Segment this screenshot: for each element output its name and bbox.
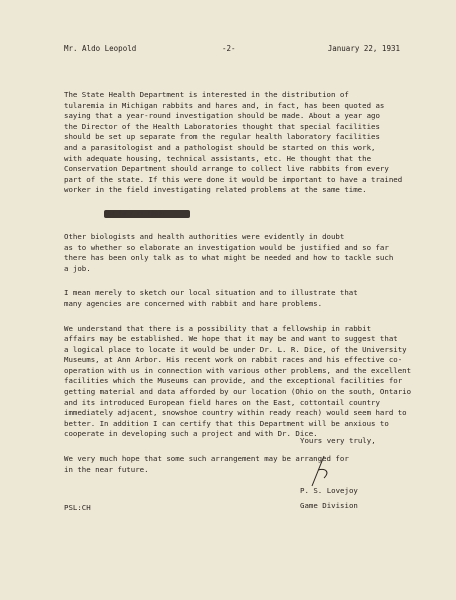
struck-out-text: Cha-la-y-ru-rpppt	[104, 210, 190, 218]
paragraph-1: The State Health Department is interested in the distribution of tularemia in Michigan rabbits and hares and, in fact, has been quoted as saying that a year-round investigation should be made. About a year ago the Director of the Health Laboratories thought that special facilities should be set up separate from the regular health laboratory facilities and a parasitologist and a pathologist should be started on this work, with adequate housing, technical assistants, etc. He thought that the Conservation Department should arrange to collect live rabbits from every part of the state. If this were done it would be important to have a trained worker in the field investigating related problems at the same time.	[64, 90, 403, 195]
paragraph-3: I mean merely to sketch our local situation and to illustrate that many agencies are concerned with rabbit and hare problems.	[64, 288, 358, 308]
addressee: Mr. Aldo Leopold	[64, 44, 137, 53]
page-number: -2-	[222, 44, 236, 53]
closing-salutation: Yours very truly,	[300, 436, 376, 445]
signer-title: Game Division	[300, 501, 358, 510]
letter-header	[64, 44, 424, 56]
letter-body	[64, 90, 412, 489]
paragraph-4: We understand that there is a possibility that a fellowship in rabbit affairs may be established. We hope that it may be and want to suggest that a logical place to locate it would be under Dr. L. R. Dice, of the University Museums, at Ann Arbor. His recent work on rabbit races and his effective co- operation with us in connection with various other problems, and the excellent facilities which the Museums can provide, and the exceptional facilities for getting material and data afforded by our location (Ohio on the south, Ontario and its introduced European field hares on the East, cottontail country immediately adjacent, snowshoe country within ready reach) would seem hard to better. In addition I can certify that this Department will be anxious to cooperate in developing such a project and with Dr. Dice.	[64, 323, 412, 439]
letter-date: January 22, 1931	[327, 44, 400, 53]
paragraph-5: We very much hope that some such arrangement may be arranged for in the near future.	[64, 454, 349, 474]
signer-name: P. S. Lovejoy	[300, 486, 358, 495]
paragraph-2: Other biologists and health authorities were evidently in doubt as to whether so elaborate an investigation would be justified and so far there has been only talk as to what might be needed and how to tackle such a job.	[64, 231, 394, 273]
typist-initials: PSL:CH	[64, 503, 91, 512]
